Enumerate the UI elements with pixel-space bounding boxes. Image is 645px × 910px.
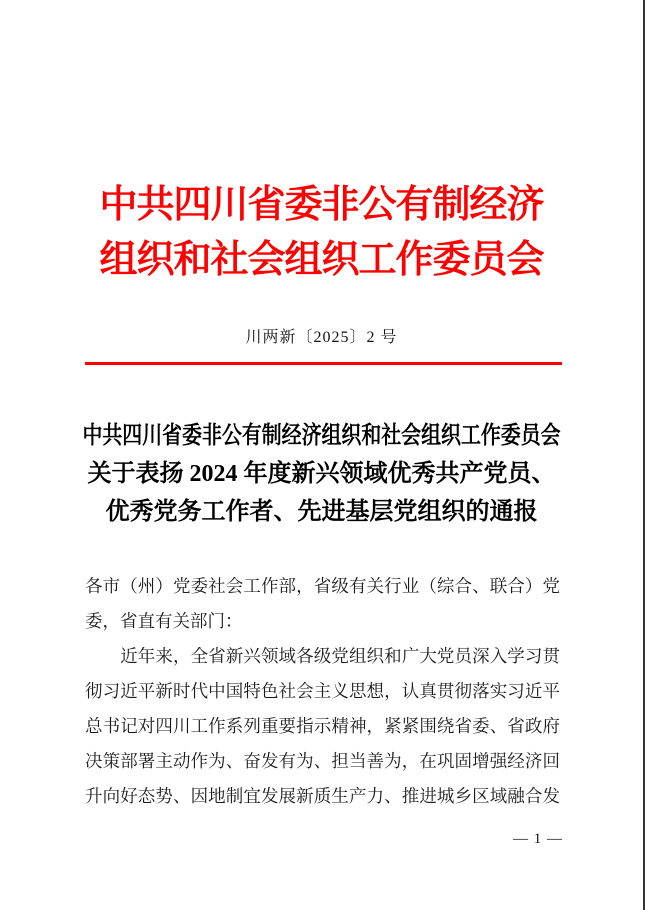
doc-number: 川两新〔2025〕2 号 [245, 329, 398, 346]
document-title-line-1: 中共四川省委非公有制经济组织和社会组织工作委员会 [82, 423, 561, 449]
document-body [85, 569, 560, 814]
org-title-line-1: 中共四川省委非公有制经济 [99, 184, 544, 226]
red-divider-line [85, 362, 562, 365]
body-line: 升向好态势、因地制宜发展新质生产力、推进城乡区域融合发 [85, 786, 560, 806]
body-line: 决策部署主动作为、奋发有为、担当善为，在巩固增强经济回 [85, 751, 560, 771]
document-title [0, 417, 643, 531]
document-title-line-2: 关于表扬 2024 年度新兴领域优秀共产党员、 [87, 461, 556, 487]
letterhead [0, 178, 643, 365]
org-title [0, 178, 643, 288]
body-line: 彻习近平新时代中国特色社会主义思想，认真贯彻落实习近平 [85, 681, 560, 701]
document-title-line-3: 优秀党务工作者、先进基层党组织的通报 [105, 499, 538, 525]
body-line: 近年来，全省新兴领域各级党组织和广大党员深入学习贯 [85, 646, 560, 666]
page-footer [85, 829, 563, 849]
body-line: 各市（州）党委社会工作部，省级有关行业（综合、联合）党 [85, 576, 560, 596]
page-number: — 1 — [513, 831, 563, 847]
body-line: 委，省直有关部门： [85, 611, 243, 631]
org-title-line-2: 组织和社会组织工作委员会 [99, 239, 544, 281]
body-line: 总书记对四川工作系列重要指示精神，紧紧围绕省委、省政府 [85, 716, 560, 736]
